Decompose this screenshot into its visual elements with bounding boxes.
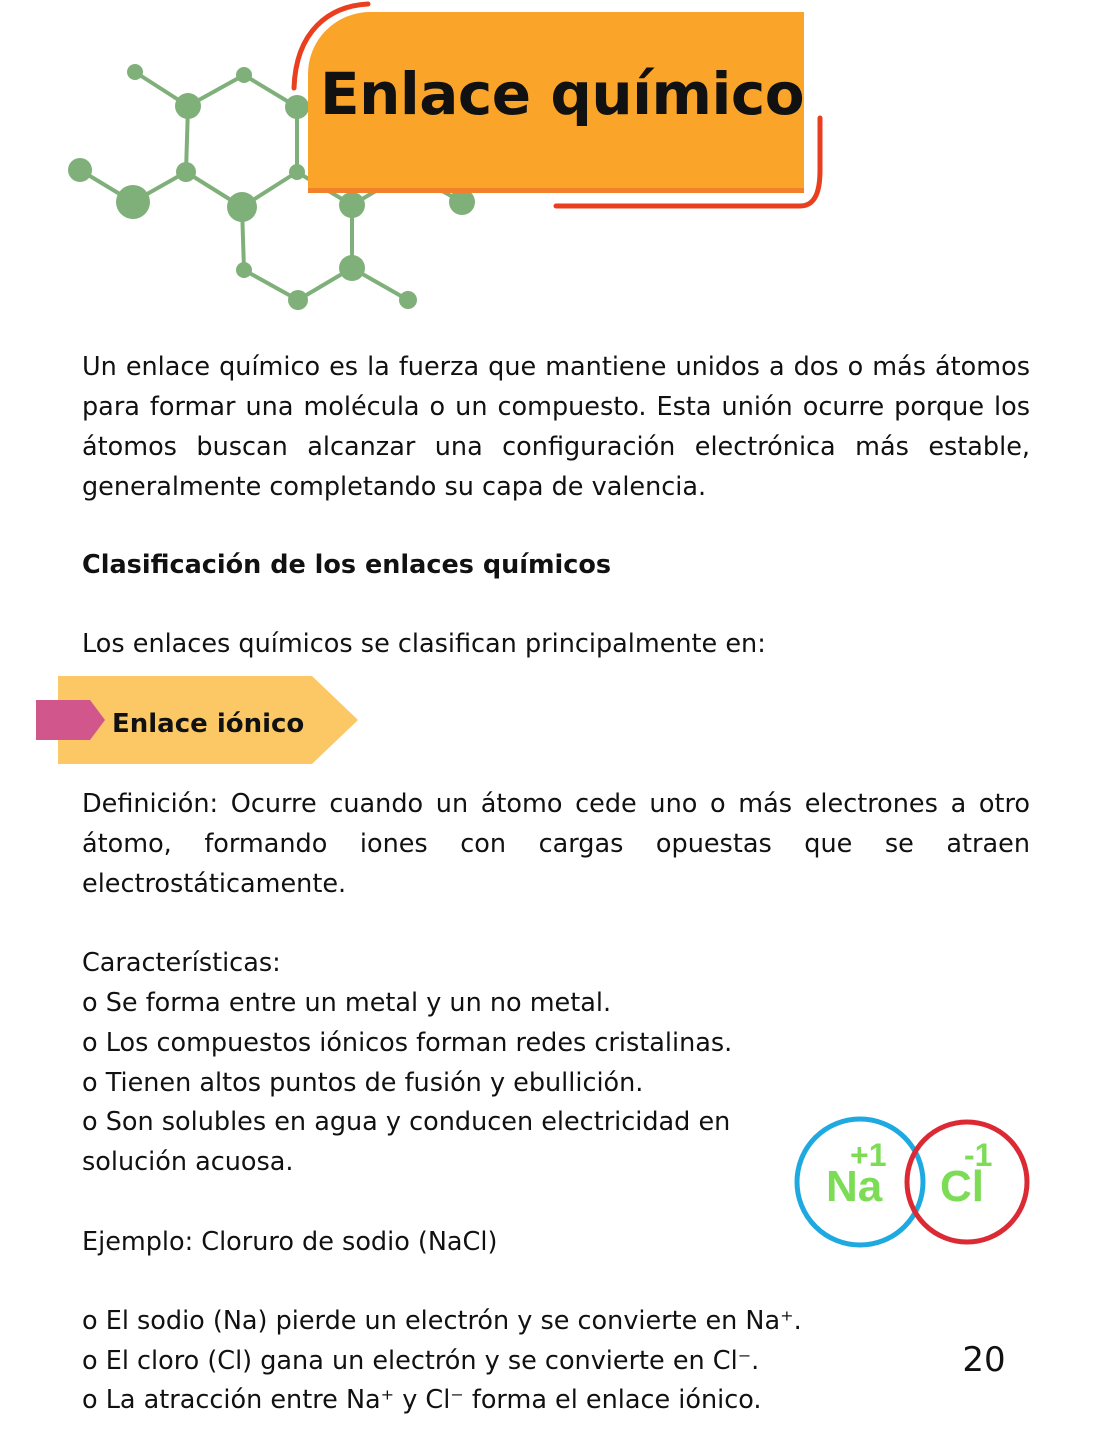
example-item: o El cloro (Cl) gana un electrón y se convierte en Cl⁻. — [82, 1346, 760, 1376]
ionic-bond-label: Enlace iónico — [112, 709, 305, 739]
nacl-ion-diagram — [790, 1112, 1040, 1252]
cl-symbol: Cl — [940, 1162, 984, 1211]
classification-intro: Los enlaces químicos se clasifican principalmente en: — [82, 629, 766, 659]
characteristic-item: o Tienen altos puntos de fusión y ebullición. — [82, 1068, 644, 1098]
characteristics-title: Características: — [82, 948, 281, 978]
intro-paragraph: Un enlace químico es la fuerza que mantiene unidos a dos o más átomos para formar una molécula o un compuesto. Esta unión ocurre porque los átomos buscan alcanzar una configuración electrónica más estable, generalmente completando su capa de valencia. — [82, 352, 1030, 502]
page-title: Enlace químico — [320, 60, 805, 128]
characteristic-item: o Los compuestos iónicos forman redes cristalinas. — [82, 1028, 733, 1058]
cl-charge: -1 — [964, 1137, 993, 1173]
na-symbol: Na — [826, 1162, 883, 1211]
example-item: o El sodio (Na) pierde un electrón y se convierte en Na⁺. — [82, 1306, 802, 1336]
characteristic-item: o Se forma entre un metal y un no metal. — [82, 988, 612, 1018]
section-heading: Clasificación de los enlaces químicos — [82, 550, 612, 580]
page-number: 20 — [962, 1340, 1006, 1380]
ionic-definition: Definición: Ocurre cuando un átomo cede uno o más electrones a otro átomo, formando iones con cargas opuestas que se atraen electrostáticamente. — [82, 789, 1030, 899]
example-item: o La atracción entre Na⁺ y Cl⁻ forma el enlace iónico. — [82, 1385, 762, 1415]
na-charge: +1 — [850, 1137, 887, 1173]
characteristic-item: solución acuosa. — [82, 1147, 294, 1177]
example-title: Ejemplo: Cloruro de sodio (NaCl) — [82, 1227, 498, 1257]
characteristic-item: o Son solubles en agua y conducen electricidad en — [82, 1107, 731, 1137]
